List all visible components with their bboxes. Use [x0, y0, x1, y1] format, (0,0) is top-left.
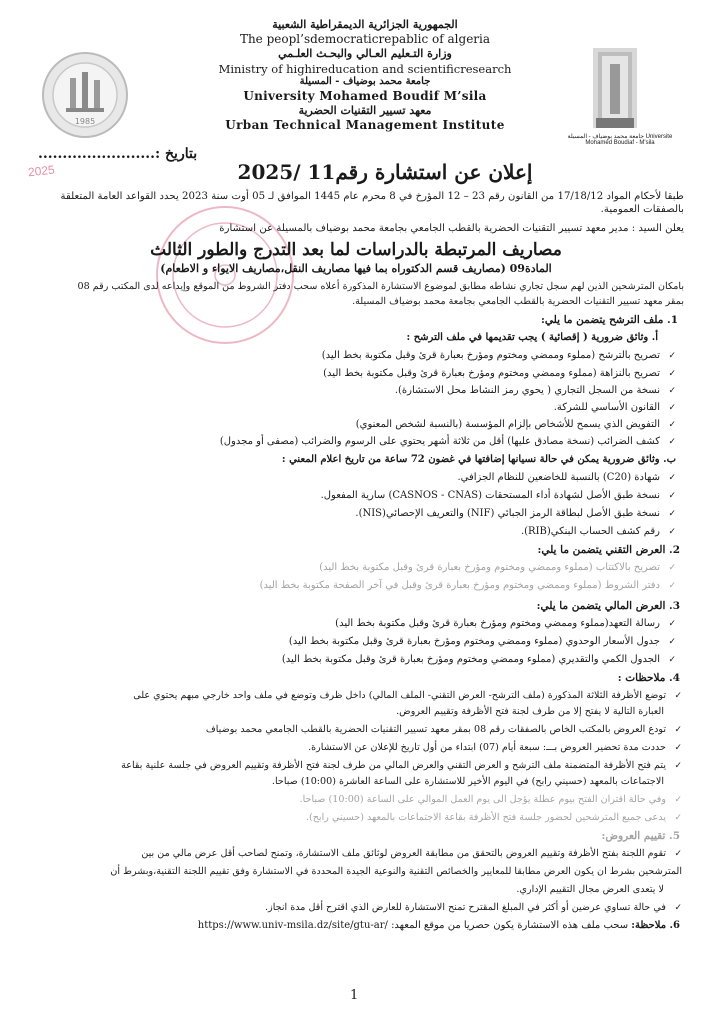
check-icon: ✓ — [668, 491, 676, 501]
list-item: ✓رسالة التعهد(مملوء وممضي ومختوم ومؤرخ بعبارة قرئ وقبل مكتوبة بخط اليد) — [335, 618, 676, 629]
date-field: بتاريخ :........................ — [38, 146, 198, 162]
list-item-continuation: الاجتماعات بالمعهد (حسيني رابح) في اليوم الأخير للاستشارة على الساعة العاشرة (10:00) صباحا. — [271, 776, 664, 787]
list-item: ✓رقم كشف الحساب البنكي(RIB). — [520, 526, 676, 537]
section-6-note — [198, 920, 680, 931]
section-5-title: 5. تقييم العروض: — [601, 830, 680, 842]
university-en: University Mohamed Boudif M’sila — [243, 89, 487, 104]
list-item: ✓تودع العروض بالمكتب الخاص بالصفقات رقم 08 بمقر معهد تسيير التقنيات الحضرية بالقطب الجامعي محمد بوضياف — [205, 724, 682, 735]
check-icon: ✓ — [668, 619, 676, 629]
list-item: ✓تصريح بالترشح (مملوء وممضي ومختوم ومؤرخ بعبارة قرئ وقبل مكتوبة بخط اليد) — [321, 350, 676, 361]
check-icon: ✓ — [668, 581, 676, 591]
list-item: ✓توضع الأظرفة الثلاثة المذكورة (ملف الترشح- العرض التقني- الملف المالي) داخل ظرف وتوضع في ملف واحد خارجي مبهم يحتوي على — [133, 690, 682, 701]
list-item: ✓تقوم اللجنة بفتح الأظرفة وتقييم العروض بالتحقق من مطابقة العروض لوثائق ملف الاستشارة، وتمنح لصاحب أقل عرض مالي من بين — [141, 848, 682, 859]
section-2-title: 2. العرض التقني يتضمن ما يلي: — [537, 544, 680, 556]
invitation-line-1: بامكان المترشحين الذين لهم سجل تجاري نشاطه مطابق لموضوع الاستشارة المذكورة أعلاه سحب دفتر الشروط من الموقع وإيداعه لدى المكتب رقم 08 — [77, 281, 684, 292]
letterhead — [200, 18, 530, 134]
logo-year: 1985 — [74, 117, 96, 126]
stamp-date: 2025 — [27, 162, 56, 180]
page-number: 1 — [350, 988, 359, 1003]
institute-en: Urban Technical Management Institute — [225, 118, 505, 133]
list-item-continuation: العبارة التالية لا يفتح إلا من طرف لجنة فتح الأظرفة وتقييم العروض. — [396, 706, 664, 717]
section-3-title: 3. العرض المالي يتضمن ما يلي: — [536, 600, 680, 612]
check-icon: ✓ — [668, 369, 676, 379]
institute-logo — [40, 50, 130, 140]
consultation-subject: مصاريف المرتبطة بالدراسات لما بعد التدرج والطور الثالث — [150, 240, 562, 260]
section-1-title: 1. ملف الترشح يتضمن ما يلي: — [541, 314, 678, 326]
list-item: ✓نسخة طبق الأصل لبطاقة الرمز الجبائي (NIF) والتعريف الإحصائي(NIS). — [355, 508, 676, 519]
list-item-continuation: لا يتعدى العرض مجال التقييم الإداري. — [516, 884, 664, 895]
check-icon: ✓ — [668, 420, 676, 430]
republic-en: The peopl’sdemocraticrepablic of algeria — [239, 32, 491, 47]
check-icon: ✓ — [674, 725, 682, 735]
check-icon: ✓ — [674, 813, 682, 823]
announcement-title: إعلان عن استشارة رقم11 /2025 — [237, 160, 533, 184]
list-item: ✓كشف الضرائب (نسخة مصادق عليها) أقل من ثلاثة أشهر يحتوي على الرسوم والضرائب (مصفى أو مجدول) — [219, 436, 676, 447]
ministry-ar: وزارة التـعليم العـالي والبحـث العلـمي — [278, 47, 452, 61]
section-6-text: سحب ملف هذه الاستشارة يكون حصريا من موقع المعهد: — [391, 920, 629, 931]
list-item: ✓تصريح بالنزاهة (مملوء وممضي ومختوم ومؤرخ بعبارة قرئ وقبل مكتوبة بخط اليد) — [323, 368, 676, 379]
institute-website-link[interactable]: https://www.univ-msila.dz/site/gtu-ar/ — [197, 920, 388, 931]
check-icon: ✓ — [674, 849, 682, 859]
list-item: ✓وفي حالة اقتران الفتح بيوم عطلة يؤجل الى يوم العمل الموالي على الساعة (10:00) صباحا. — [299, 794, 682, 805]
university-logo — [560, 40, 670, 135]
check-icon: ✓ — [668, 655, 676, 665]
check-icon: ✓ — [668, 386, 676, 396]
list-item: ✓في حالة تساوي عرضين أو أكثر في المبلغ المقترح تمنح الاستشارة للعارض الذي اقترح أقل مدة انجاز. — [265, 902, 682, 913]
check-icon: ✓ — [668, 563, 676, 573]
check-icon: ✓ — [668, 437, 676, 447]
check-icon: ✓ — [668, 403, 676, 413]
list-item: ✓تصريح بالاكتتاب (مملوء وممضي ومختوم ومؤرخ بعبارة قرئ وقبل مكتوبة بخط اليد) — [319, 562, 676, 573]
check-icon: ✓ — [668, 473, 676, 483]
check-icon: ✓ — [668, 351, 676, 361]
check-icon: ✓ — [674, 795, 682, 805]
list-item: ✓القانون الأساسي للشركة. — [553, 402, 676, 413]
check-icon: ✓ — [668, 509, 676, 519]
section-1b-title: ب. وثائق ضرورية يمكن في حالة نسيانها إضافتها في غضون 72 ساعة من تاريخ اعلام المعني : — [281, 454, 676, 465]
section-4-title: 4. ملاحظات : — [617, 672, 680, 684]
university-ar: جامعة محمد بوضياف - المسيلة — [299, 76, 431, 88]
check-icon: ✓ — [674, 691, 682, 701]
republic-ar: الجمهورية الجزائرية الديمقراطية الشعبية — [272, 18, 458, 31]
institute-ar: معهد تسيير التقنيات الحضرية — [298, 104, 432, 118]
section-1a-title: أ. وثائق ضرورية ( إقصائية ) يجب تقديمها في ملف الترشح : — [406, 332, 658, 343]
section-6-title: 6. ملاحظة: — [631, 920, 680, 931]
check-icon: ✓ — [674, 903, 682, 913]
check-icon: ✓ — [668, 637, 676, 647]
university-logo-caption: جامعة محمد بوضياف - المسيلة Universite Mohamed Boudiaf - M'sila — [567, 134, 673, 146]
list-item: ✓يدعى جميع المترشحين لحضور جلسة فتح الأظرفة بقاعة الاجتماعات بالمعهد (حسيني رابح). — [305, 812, 682, 823]
check-icon: ✓ — [674, 743, 682, 753]
check-icon: ✓ — [674, 761, 682, 771]
list-item: ✓الجدول الكمي والتقديري (مملوء وممضي ومختوم ومؤرخ بعبارة قرئ وقبل مكتوبة بخط اليد) — [281, 654, 676, 665]
list-item: ✓شهادة (C20) بالنسبة للخاضعين للنظام الجزافي. — [457, 472, 676, 483]
list-item: ✓جدول الأسعار الوحدوي (مملوء وممضي ومختوم ومؤرخ بعبارة قرئ وقبل مكتوبة بخط اليد) — [288, 636, 676, 647]
list-item: ✓حددت مدة تحضير العروض بـــ: سبعة أيام (07) ابتداء من أول تاريخ للإعلان عن الاستشارة. — [308, 742, 682, 753]
list-item: ✓نسخة طبق الأصل لشهادة أداء المستحقات (CASNOS - CNAS) سارية المفعول. — [320, 490, 676, 501]
ministry-en: Ministry of highireducation and scientificresearch — [218, 61, 512, 76]
list-item-continuation: المترشحين بشرط ان يكون العرض مطابقا للمعايير والخصائص التقنية والنوعية الجيدة المحددة في الاستشارة وفق تقييم اللجنة التقنية،وبشرط أن — [110, 866, 682, 877]
list-item: ✓التفويض الذي يسمح للأشخاص بإلزام المؤسسة (بالنسبة لشخص المعنوي) — [355, 419, 676, 430]
list-item: ✓يتم فتح الأظرفة المتضمنة ملف الترشح و العرض التقني والعرض المالي من طرف لجنة فتح الأظرفة وتقييم العروض في جلسة علنية بقاعة — [121, 760, 682, 771]
list-item: ✓دفتر الشروط (مملوء وممضي ومختوم ومؤرخ بعبارة قرئ وقبل في آخر الصفحة مكتوبة بخط اليد) — [259, 580, 676, 591]
check-icon: ✓ — [668, 527, 676, 537]
legal-basis-paragraph: طبقا لأحكام المواد 17/18/12 من القانون رقم 23 – 12 المؤرخ في 8 محرم عام 1445 الموافق لـ 05 أوت سنة 2023 يحدد القواعد العامة المتعلقة بالصفقات العمومية. — [60, 191, 684, 216]
invitation-line-2: بمقر معهد تسيير التقنيات الحضرية بالقطب الجامعي بجامعة محمد بوضياف المسيلة. — [352, 296, 684, 307]
announcer-paragraph: يعلن السيد : مدير معهد تسيير التقنيات الحضرية بالقطب الجامعي بجامعة محمد بوضياف بالمسيلة عن استشارة — [219, 223, 684, 234]
article-line: المادة09 (مصاريف قسم الدكتوراه بما فيها مصاريف النقل،مصاريف الايواء و الاطعام) — [160, 262, 552, 275]
list-item: ✓نسخة من السجل التجاري ( يحوي رمز النشاط محل الاستشارة). — [394, 385, 676, 396]
